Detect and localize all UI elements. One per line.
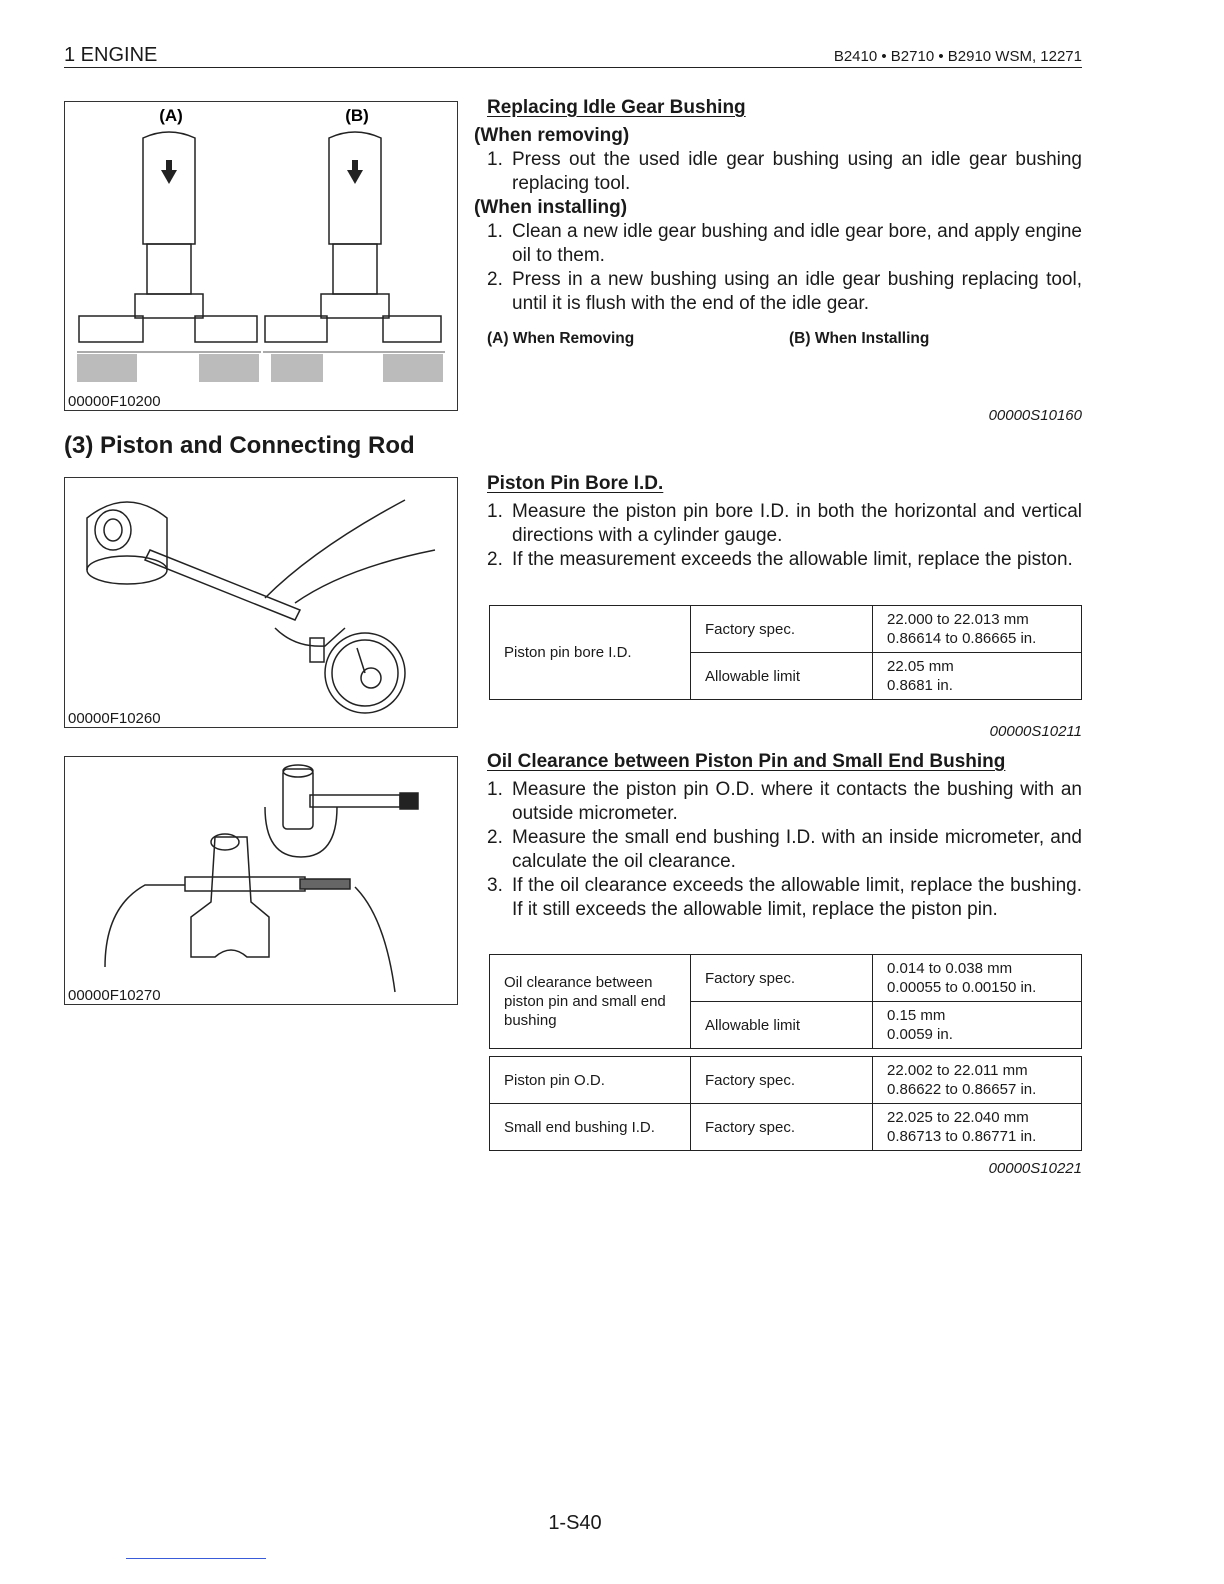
spec-label: Factory spec. [691, 955, 873, 1002]
page-number: 1-S40 [548, 1512, 602, 1534]
idle-gear-illustration [65, 102, 457, 410]
caption-a: (A) When Removing [487, 330, 635, 347]
caption-b: (B) When Installing [789, 330, 930, 347]
pin-bore-spec-table [489, 605, 1082, 700]
idle-gear-title: Replacing Idle Gear Bushing [487, 97, 746, 118]
list-item: 1. Measure the piston pin O.D. where it contacts the bushing with an outside micrometer. [487, 779, 1082, 824]
pin-bushing-spec-table [489, 1056, 1082, 1151]
spec-value: 22.05 mm 0.8681 in. [873, 653, 1082, 700]
figure-code: 00000F10200 [68, 393, 161, 410]
idle-gear-section [474, 96, 1082, 316]
oil-clearance-title: Oil Clearance between Piston Pin and Small End Bushing [487, 751, 1006, 772]
figure-piston-pin-bore [64, 477, 458, 728]
fig-label-b: (B) [345, 106, 369, 125]
figure-code: 00000F10260 [68, 710, 161, 727]
reference-code: 00000S10211 [989, 723, 1082, 740]
pin-bore-steps [474, 500, 1082, 572]
spec-item: Oil clearance between piston pin and small end bushing [490, 955, 691, 1049]
spec-item: Small end bushing I.D. [490, 1104, 691, 1151]
spec-label: Factory spec. [691, 606, 873, 653]
oil-clearance-steps [474, 778, 1082, 922]
pin-bore-section [474, 472, 1082, 572]
list-item: 1. Measure the piston pin bore I.D. in both the horizontal and vertical directions with a cylinder gauge. [487, 501, 1082, 546]
spec-value: 22.025 to 22.040 mm 0.86713 to 0.86771 in. [873, 1104, 1082, 1151]
spec-label: Factory spec. [691, 1057, 873, 1104]
spec-item: Piston pin O.D. [490, 1057, 691, 1104]
micrometer-illustration [65, 757, 457, 1004]
removing-heading: (When removing) [474, 125, 630, 146]
spec-value: 22.000 to 22.013 mm 0.86614 to 0.86665 in. [873, 606, 1082, 653]
spec-value: 22.002 to 22.011 mm 0.86622 to 0.86657 in. [873, 1057, 1082, 1104]
list-item: 2. Press in a new bushing using an idle gear bushing replacing tool, until it is flush with the end of the idle gear. [487, 269, 1082, 314]
list-item: 2. If the measurement exceeds the allowable limit, replace the piston. [487, 549, 1073, 570]
oil-clearance-section [474, 750, 1082, 922]
section-title: (3) Piston and Connecting Rod [64, 432, 415, 459]
spec-value: 0.014 to 0.038 mm 0.00055 to 0.00150 in. [873, 955, 1082, 1002]
reference-code: 00000S10160 [988, 407, 1082, 424]
removing-steps [474, 148, 1082, 196]
header-rule [64, 67, 1082, 68]
section-header: 1 ENGINE [64, 44, 158, 66]
reference-code: 00000S10221 [988, 1160, 1082, 1177]
spec-item: Piston pin bore I.D. [490, 606, 691, 700]
list-item: 1. Clean a new idle gear bushing and idle gear bore, and apply engine oil to them. [487, 221, 1082, 266]
footer-rule [126, 1558, 266, 1559]
pin-bore-title: Piston Pin Bore I.D. [487, 473, 664, 494]
spec-label: Allowable limit [691, 1002, 873, 1049]
installing-heading: (When installing) [474, 197, 628, 218]
figure-oil-clearance [64, 756, 458, 1005]
spec-label: Allowable limit [691, 653, 873, 700]
model-header: B2410 • B2710 • B2910 WSM, 12271 [833, 48, 1082, 65]
fig-label-a: (A) [159, 106, 183, 125]
spec-label: Factory spec. [691, 1104, 873, 1151]
cylinder-gauge-illustration [65, 478, 457, 727]
figure-idle-gear-bushing [64, 101, 458, 411]
spec-value: 0.15 mm 0.0059 in. [873, 1002, 1082, 1049]
list-item: 1. Press out the used idle gear bushing using an idle gear bushing replacing tool. [487, 149, 1082, 194]
list-item: 2. Measure the small end bushing I.D. with an inside micrometer, and calculate the oil clearance. [487, 827, 1082, 872]
figure-code: 00000F10270 [68, 987, 161, 1004]
oil-clearance-spec-table [489, 954, 1082, 1049]
list-item: 3. If the oil clearance exceeds the allowable limit, replace the bushing. If it still exceeds the allowable limit, replace the piston pin. [487, 875, 1082, 920]
installing-steps [474, 220, 1082, 316]
